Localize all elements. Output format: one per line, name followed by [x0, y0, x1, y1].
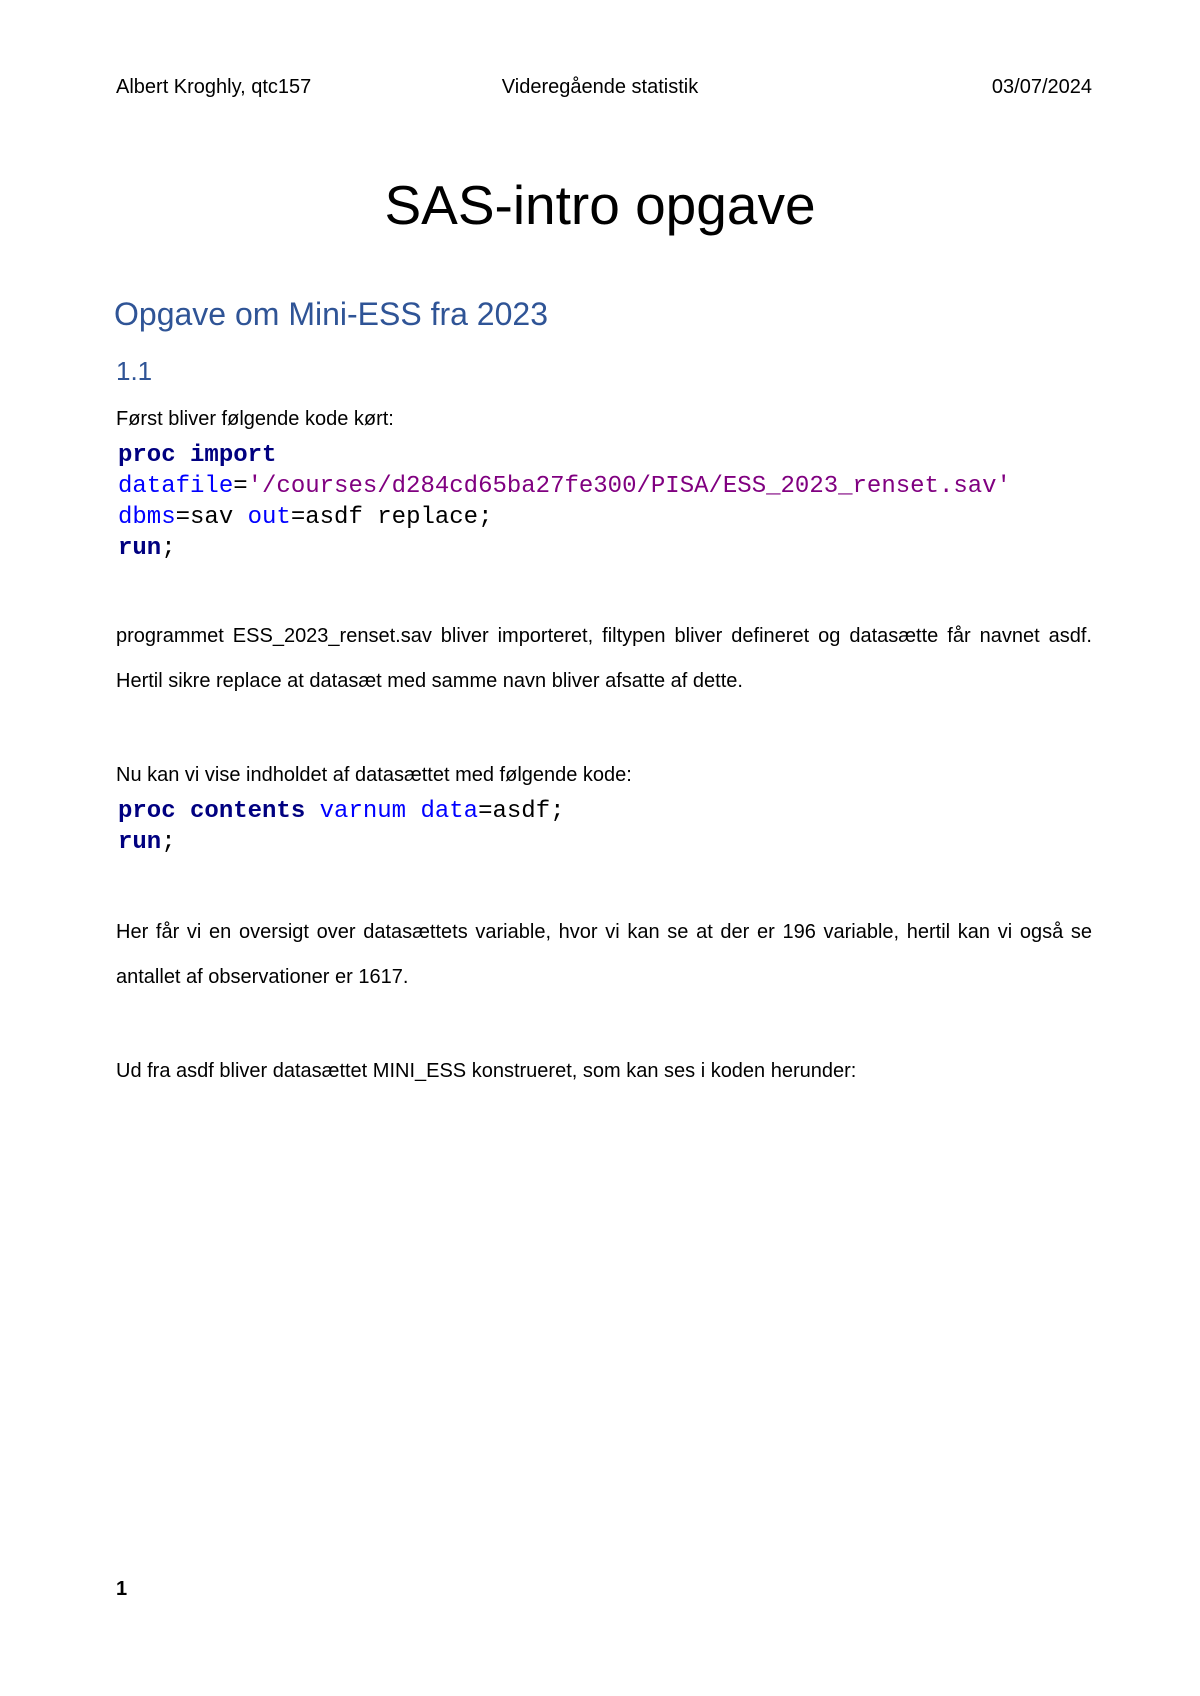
code-text: ; — [161, 535, 176, 562]
import-explanation-paragraph: programmet ESS_2023_renset.sav bliver importeret, filtypen bliver defineret og datasætte får navnet asdf. Hertil sikre replace at datasæt med samme navn bliver afsatte af dette. — [116, 625, 1092, 692]
code-keyword: run — [118, 829, 162, 856]
code-text: = — [233, 473, 248, 500]
page-number: 1 — [116, 1578, 128, 1600]
intro-paragraph: Først bliver følgende kode kørt: — [116, 408, 394, 430]
code-option: data — [420, 798, 479, 825]
code-keyword: import — [190, 442, 277, 469]
subsection-heading: 1.1 — [116, 356, 153, 386]
code-option: datafile — [118, 473, 234, 500]
code-block-contents — [118, 796, 565, 858]
contents-intro-paragraph: Nu kan vi vise indholdet af datasættet med følgende kode: — [116, 764, 632, 786]
code-keyword: proc — [118, 442, 176, 469]
code-text: =asdf replace; — [290, 504, 493, 531]
header-course: Videregående statistik — [501, 76, 699, 98]
section-heading: Opgave om Mini-ESS fra 2023 — [114, 296, 548, 332]
document-title: SAS-intro opgave — [384, 174, 816, 236]
code-option: dbms — [118, 504, 176, 531]
header-date: 03/07/2024 — [991, 76, 1092, 98]
mini-ess-intro-paragraph: Ud fra asdf bliver datasættet MINI_ESS konstrueret, som kan ses i koden herunder: — [116, 1060, 857, 1082]
code-keyword: contents — [190, 798, 306, 825]
code-text: ; — [161, 829, 176, 856]
code-text: =sav — [175, 504, 248, 531]
code-keyword: run — [118, 535, 162, 562]
code-text: =asdf; — [478, 798, 565, 825]
code-option: varnum — [319, 798, 407, 825]
code-block-import — [118, 440, 1011, 564]
code-option: out — [247, 504, 291, 531]
code-keyword: proc — [118, 798, 176, 825]
contents-explanation-paragraph: Her får vi en oversigt over datasættets variable, hvor vi kan se at der er 196 variable, hertil kan vi også se antallet af observationer er 1617. — [116, 921, 1092, 988]
code-string: '/courses/d284cd65ba27fe300/PISA/ESS_2023_renset.sav' — [247, 473, 1011, 500]
header-author: Albert Kroghly, qtc157 — [116, 76, 312, 98]
